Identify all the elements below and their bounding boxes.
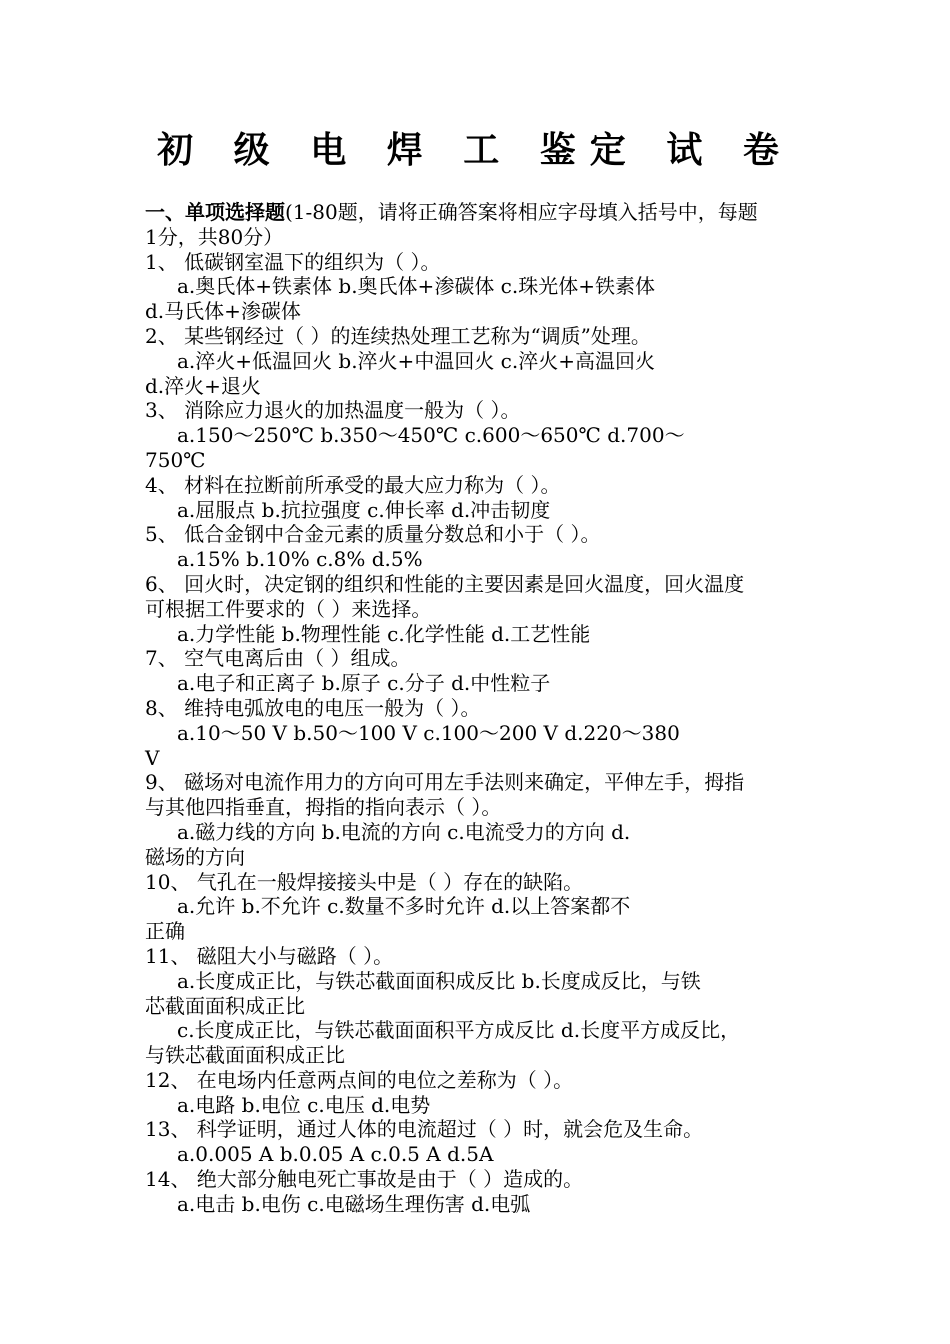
question-text: 6、 回火时，决定钢的组织和性能的主要因素是回火温度，回火温度: [145, 571, 745, 596]
answer-options: c.长度成正比，与铁芯截面面积平方成反比 d.长度平方成反比，: [177, 1018, 741, 1043]
question-text: 750℃: [145, 447, 206, 472]
question-text: 与铁芯截面面积成正比: [145, 1043, 345, 1068]
answer-options: a.10～50 V b.50～100 V c.100～200 V d.220～380: [177, 720, 680, 745]
answer-options: a.15% b.10% c.8% d.5%: [177, 547, 423, 572]
answer-options: a.磁力线的方向 b.电流的方向 c.电流受力的方向 d.: [177, 819, 631, 844]
question-text: 14、 绝大部分触电死亡事故是由于（ ）造成的。: [145, 1167, 584, 1192]
question-text: 1、 低碳钢室温下的组织为（ ）。: [145, 249, 441, 274]
question-text: 13、 科学证明，通过人体的电流超过（ ）时，就会危及生命。: [145, 1117, 704, 1142]
question-text: 2、 某些钢经过（ ）的连续热处理工艺称为“调质”处理。: [145, 323, 651, 348]
answer-options: a.允许 b.不允许 c.数量不多时允许 d.以上答案都不: [177, 894, 631, 919]
section-heading: [145, 200, 817, 225]
answer-options: a.电击 b.电伤 c.电磁场生理伤害 d.电弧: [177, 1191, 531, 1216]
question-text: 芯截面面积成正比: [145, 993, 305, 1018]
exam-content: [145, 200, 817, 1217]
answer-options: a.奥氏体+铁素体 b.奥氏体+渗碳体 c.珠光体+铁素体: [177, 274, 655, 299]
question-text: 9、 磁场对电流作用力的方向可用左手法则来确定，平伸左手，拇指: [145, 770, 745, 795]
section-note: (1-80题，请将正确答案将相应字母填入括号中，每题: [285, 200, 758, 224]
answer-options: a.长度成正比，与铁芯截面面积成反比 b.长度成反比，与铁: [177, 968, 701, 993]
question-text: 5、 低合金钢中合金元素的质量分数总和小于（ ）。: [145, 522, 601, 547]
question-text: 磁场的方向: [145, 844, 245, 869]
question-text: 4、 材料在拉断前所承受的最大应力称为（ ）。: [145, 472, 561, 497]
section-title: 一、单项选择题: [145, 200, 285, 224]
question-text: 12、 在电场内任意两点间的电位之差称为（ ）。: [145, 1067, 574, 1092]
question-text: 8、 维持电弧放电的电压一般为（ ）。: [145, 695, 481, 720]
question-text: 正确: [145, 919, 185, 944]
section-note-cont: 1分，共80分）: [145, 224, 284, 249]
answer-options: a.力学性能 b.物理性能 c.化学性能 d.工艺性能: [177, 621, 591, 646]
question-text: 7、 空气电离后由（ ）组成。: [145, 646, 411, 671]
answer-options: a.电路 b.电位 c.电压 d.电势: [177, 1092, 431, 1117]
question-text: 3、 消除应力退火的加热温度一般为（ ）。: [145, 398, 521, 423]
question-text: 11、 磁阻大小与磁路（ ）。: [145, 943, 394, 968]
question-text: d.马氏体+渗碳体: [145, 299, 301, 324]
question-text: 可根据工件要求的（ ）来选择。: [145, 596, 432, 621]
answer-options: a.屈服点 b.抗拉强度 c.伸长率 d.冲击韧度: [177, 497, 551, 522]
question-text: 与其他四指垂直，拇指的指向表示（ ）。: [145, 795, 502, 820]
question-text: V: [145, 745, 160, 770]
answer-options: a.150～250℃ b.350～450℃ c.600～650℃ d.700～: [177, 423, 685, 448]
page-title: 初 级 电 焊 工 鉴定 试 卷: [157, 129, 793, 171]
question-list: [145, 250, 817, 1217]
answer-options: a.淬火+低温回火 b.淬火+中温回火 c.淬火+高温回火: [177, 348, 655, 373]
question-text: 10、 气孔在一般焊接接头中是（ ）存在的缺陷。: [145, 869, 584, 894]
answer-options: a.电子和正离子 b.原子 c.分子 d.中性粒子: [177, 671, 551, 696]
answer-options: a.0.005 A b.0.05 A c.0.5 A d.5A: [177, 1142, 494, 1167]
question-text: d.淬火+退火: [145, 373, 261, 398]
